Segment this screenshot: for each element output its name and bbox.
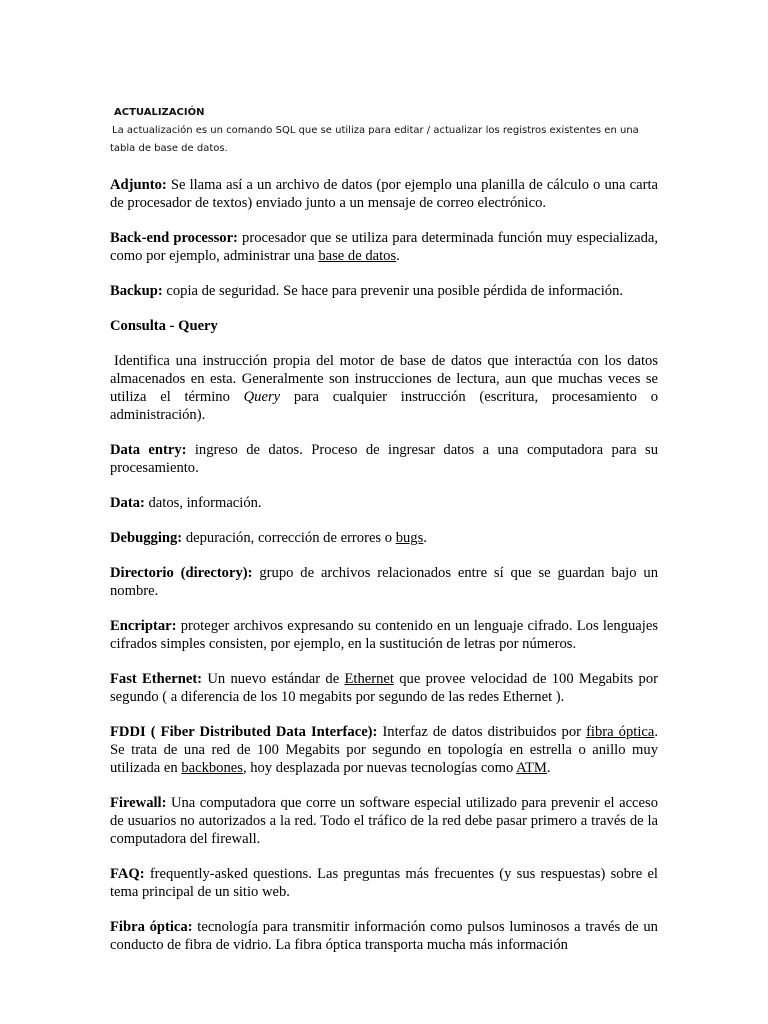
entry-data	[110, 494, 658, 512]
entry-definition: depuración, corrección de errores o	[182, 530, 396, 546]
entry-term: Debugging:	[110, 530, 183, 546]
section-title: ACTUALIZACIÓN	[114, 107, 205, 118]
entry-fibra-optica	[110, 918, 658, 954]
link-bugs[interactable]: bugs	[395, 530, 424, 546]
glossary-body	[110, 176, 658, 971]
entry-definition: frequently-asked questions. Las preguntas más frecuentes (y sus respuestas) sobre el tema principal de un sitio web.	[110, 866, 658, 900]
entry-encriptar	[110, 617, 658, 653]
entry-definition: Se llama así a un archivo de datos (por ejemplo una planilla de cálculo o una carta de procesador de textos) enviado junto a un mensaje de correo electrónico.	[110, 177, 658, 211]
entry-term: Adjunto:	[110, 177, 167, 193]
entry-data-entry	[110, 441, 658, 477]
entry-faq	[110, 865, 658, 901]
entry-firewall	[110, 794, 658, 848]
entry-directorio	[110, 564, 658, 600]
entry-term: Backup:	[110, 283, 163, 299]
entry-adjunto	[110, 176, 658, 212]
entry-definition: copia de seguridad. Se hace para prevenir una posible pérdida de información.	[162, 283, 624, 299]
entry-term: Firewall:	[110, 795, 167, 811]
entry-term: Data:	[110, 495, 145, 511]
link-ethernet[interactable]: Ethernet	[344, 671, 394, 687]
entry-term: Back-end processor:	[110, 230, 238, 246]
entry-term: Encriptar:	[110, 618, 177, 634]
entry-term: Fast Ethernet:	[110, 671, 203, 687]
entry-term: Consulta - Query	[110, 318, 218, 334]
entry-consulta-heading	[110, 317, 658, 335]
entry-debugging: Debugging: depuración, corrección de errores o bugs.	[110, 530, 427, 546]
entry-fast-ethernet: Fast Ethernet: Un nuevo estándar de Ethernet que provee velocidad de 100 Megabits por segundo ( a diferencia de los 10 megabits por segundo de las redes Ethernet ).	[110, 671, 659, 705]
entry-term: Data entry:	[110, 442, 187, 458]
link-backbones[interactable]: backbones	[181, 760, 243, 776]
italic-query: Query	[243, 389, 281, 405]
entry-term: Directorio (directory):	[110, 565, 253, 581]
link-atm[interactable]: ATM	[516, 760, 547, 776]
entry-definition: ingreso de datos. Proceso de ingresar datos a una computadora para su procesamiento.	[110, 442, 659, 476]
entry-term: FDDI ( Fiber Distributed Data Interface):	[110, 724, 378, 740]
entry-definition: Interfaz de datos distribuidos por	[377, 724, 587, 740]
entry-definition: procesador que se utiliza para determinada función muy especializada, como por ejemplo, administrar una	[110, 230, 658, 264]
entry-definition: datos, información.	[144, 495, 262, 511]
entry-term: Fibra óptica:	[110, 919, 193, 935]
entry-definition: grupo de archivos relacionados entre sí que se guardan bajo un nombre.	[110, 565, 658, 599]
entry-term: FAQ:	[110, 866, 145, 882]
entry-definition: tecnología para transmitir información como pulsos luminosos a través de un conducto de fibra de vidrio. La fibra óptica transporta mucha más información	[110, 919, 658, 953]
entry-definition: Un nuevo estándar de	[202, 671, 345, 687]
entry-backend-processor: Back-end processor: procesador que se utiliza para determinada función muy especializada, como por ejemplo, administrar una base de datos.	[110, 230, 658, 264]
section-description-line1: La actualización es un comando SQL que se utiliza para editar / actualizar los registros existentes en una	[112, 125, 639, 136]
entry-consulta-definition: Identifica una instrucción propia del motor de base de datos que interactúa con los datos almacenados en esta. Generalmente son instrucciones de lectura, aun que muchas veces se utiliza el término Query para cualquier instrucción (escritura, procesamiento o administración).	[110, 353, 658, 423]
link-base-de-datos[interactable]: base de datos	[318, 248, 397, 264]
section-description-line2: tabla de base de datos.	[110, 143, 228, 154]
link-fibra-optica[interactable]: fibra óptica	[586, 724, 655, 740]
entry-definition: Una computadora que corre un software especial utilizado para prevenir el acceso de usuarios no autorizados a la red. Todo el tráfico de la red debe pasar primero a través de la computadora del firewall.	[110, 795, 658, 847]
entry-backup	[110, 282, 658, 300]
entry-definition: proteger archivos expresando su contenido en un lenguaje cifrado. Los lenguajes cifrados simples consisten, por ejemplo, en la sustitución de letras por números.	[110, 618, 658, 652]
entry-fddi: FDDI ( Fiber Distributed Data Interface): Interfaz de datos distribuidos por fibra óptica. Se trata de una red de 100 Megabits por segundo en topología en estrella o anillo muy utilizada en backbones, hoy desplazada por nuevas tecnologías como ATM.	[110, 724, 658, 776]
